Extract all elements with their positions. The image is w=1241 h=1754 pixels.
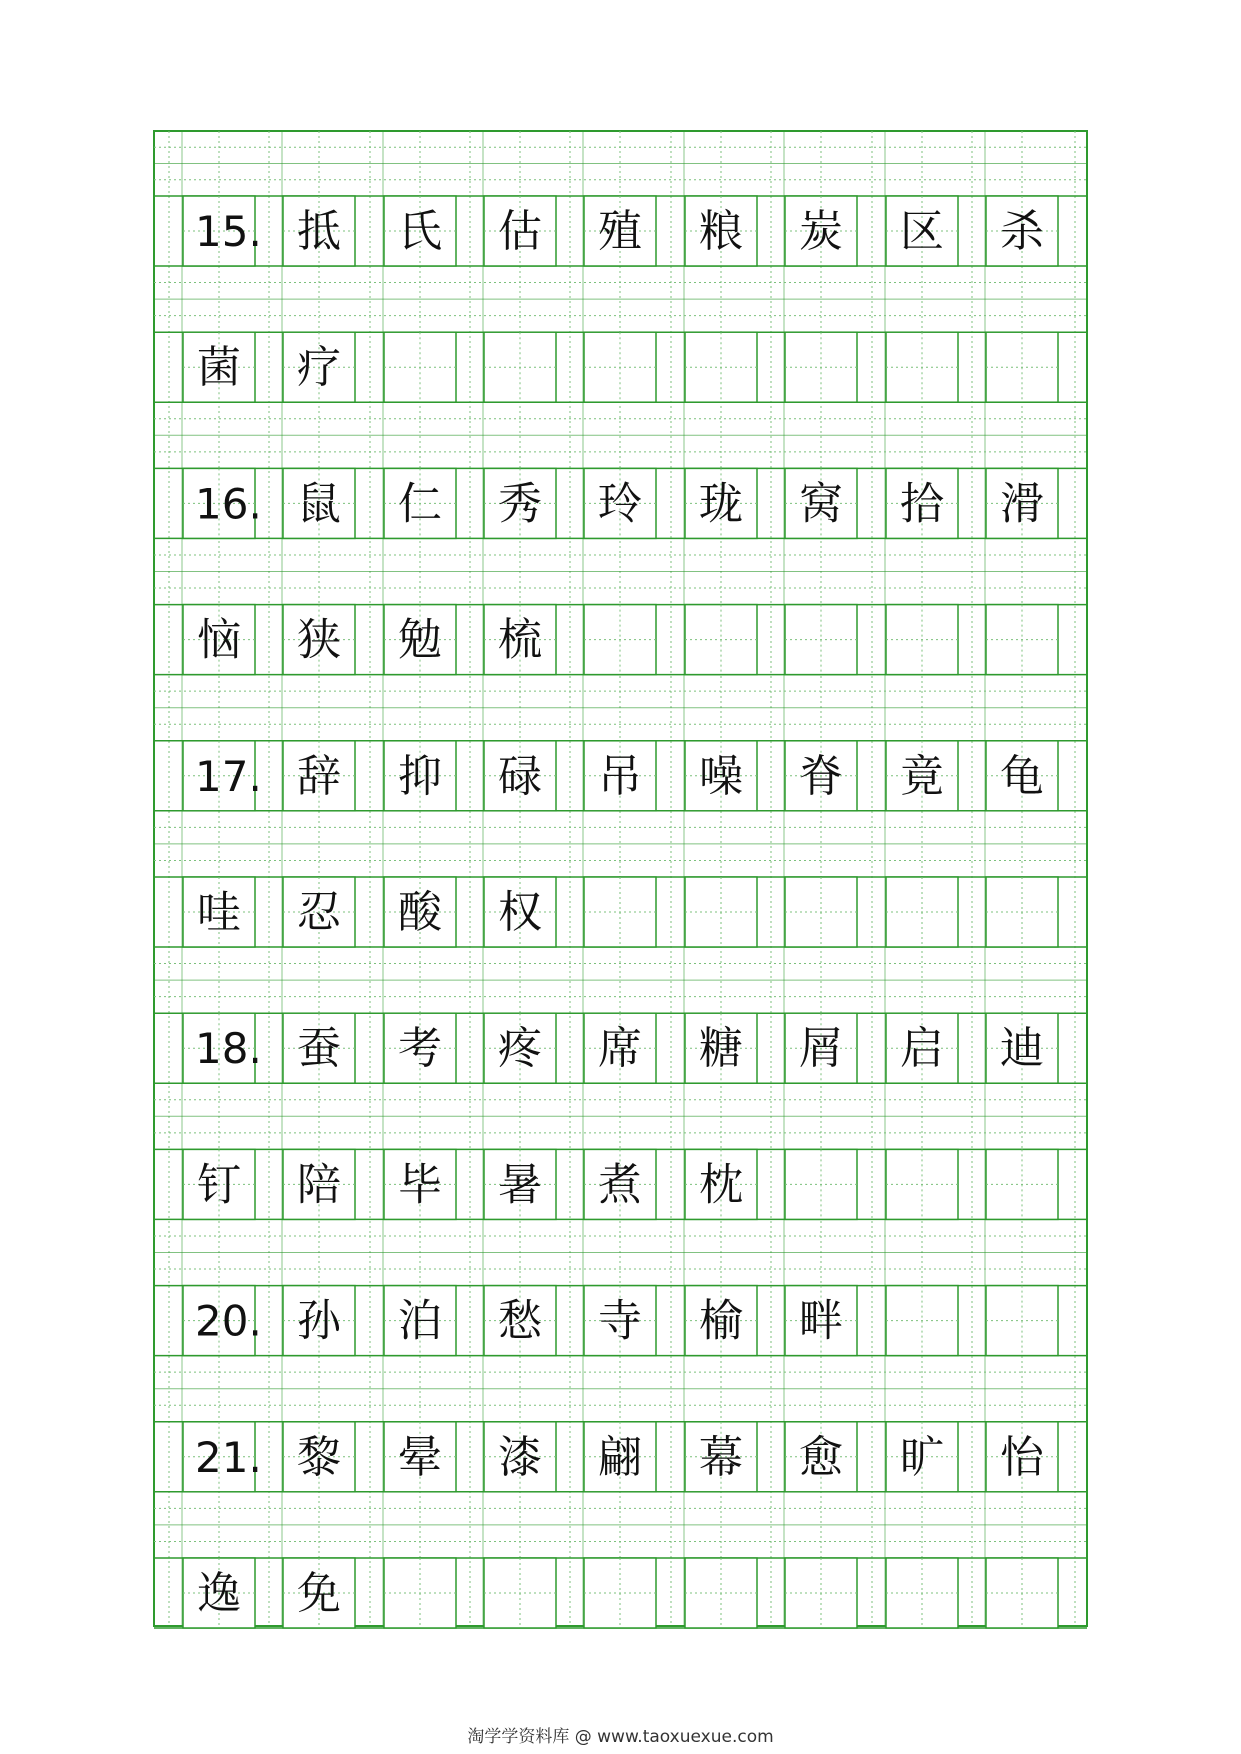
lesson-number: 20. [195,1296,262,1346]
character: 晕 [398,1431,442,1483]
character: 噪 [699,750,743,802]
character: 酸 [398,887,442,938]
character: 黎 [297,1431,341,1483]
character: 逸 [197,1568,241,1619]
character: 炭 [799,206,843,257]
character: 席 [598,1023,642,1075]
footer-source: 淘学学资料库 @ www.taoxuexue.com [467,1727,774,1747]
character: 陪 [297,1159,341,1211]
character: 愈 [799,1431,843,1483]
character: 权 [498,887,542,938]
lesson-number: 17. [195,751,262,801]
character: 恼 [197,614,241,666]
character: 钉 [197,1159,241,1211]
character: 杀 [1000,206,1044,257]
lesson-number: 18. [195,1024,262,1074]
character: 糖 [699,1023,743,1075]
character: 竟 [900,750,944,802]
character: 估 [498,206,542,257]
character: 孙 [297,1295,341,1347]
character: 区 [900,206,944,257]
character: 免 [297,1568,341,1619]
character: 煮 [598,1159,642,1211]
character: 殖 [598,206,642,257]
character: 哇 [197,887,241,938]
character: 迪 [1000,1023,1044,1075]
character: 珑 [699,478,743,530]
character: 枕 [699,1159,743,1211]
character: 秀 [498,478,542,530]
character: 翩 [598,1431,642,1483]
character: 忍 [297,887,341,938]
character: 愁 [498,1295,542,1347]
character: 启 [900,1023,944,1075]
character: 幕 [699,1431,743,1483]
character: 屑 [799,1023,843,1075]
character: 菌 [197,342,241,394]
character: 脊 [799,750,843,802]
character: 毕 [398,1159,442,1211]
character: 抑 [398,750,442,802]
character: 狭 [297,614,341,666]
character: 泊 [398,1295,442,1347]
character: 榆 [699,1295,743,1347]
character: 蚕 [297,1023,341,1075]
character: 抵 [297,206,341,257]
character: 梳 [498,614,542,666]
character: 滑 [1000,478,1044,530]
character: 氏 [398,206,442,257]
character: 辞 [297,750,341,802]
character: 玲 [598,478,642,530]
lesson-number: 16. [195,479,262,529]
character: 漆 [498,1431,542,1483]
character: 考 [398,1023,442,1075]
character: 窝 [799,478,843,530]
character: 暑 [498,1159,542,1211]
lesson-number: 21. [195,1432,262,1482]
character: 畔 [799,1295,843,1347]
character: 粮 [699,206,743,257]
character: 碌 [498,750,542,802]
character: 仁 [398,478,442,530]
character: 拾 [900,478,944,530]
character: 鼠 [297,478,341,530]
character: 怡 [1000,1431,1044,1483]
character: 疼 [498,1023,542,1075]
grid-layer [154,131,1087,1628]
character: 吊 [598,750,642,802]
character: 龟 [1000,750,1044,802]
character: 疗 [297,342,341,394]
character: 勉 [398,614,442,666]
character: 旷 [900,1431,944,1483]
lesson-number: 15. [195,207,262,256]
character: 寺 [598,1295,642,1347]
